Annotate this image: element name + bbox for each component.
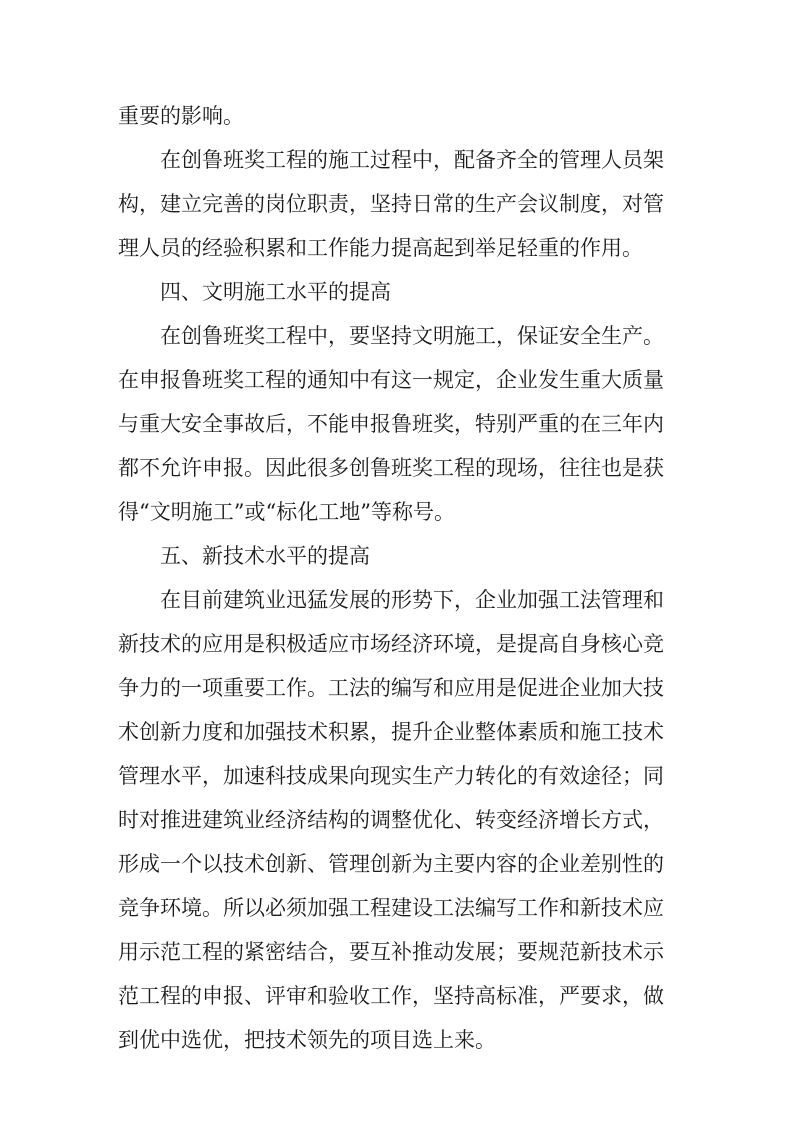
text-line: 得“文明施工”或“标化工地”等称号。 bbox=[118, 500, 455, 524]
text-line: 都不允许申报。因此很多创鲁班奖工程的现场，往往也是获 bbox=[118, 456, 664, 480]
text-line: 与重大安全事故后，不能申报鲁班奖，特别严重的在三年内 bbox=[118, 412, 664, 436]
text-line: 形成一个以技术创新、管理创新为主要内容的企业差别性的 bbox=[118, 852, 664, 876]
section-heading: 五、新技术水平的提高 bbox=[160, 544, 370, 568]
text-line: 在申报鲁班奖工程的通知中有这一规定，企业发生重大质量 bbox=[118, 368, 664, 392]
paragraph-first-line: 在创鲁班奖工程中，要坚持文明施工，保证安全生产。 bbox=[160, 324, 664, 348]
text-line: 术创新力度和加强技术积累，提升企业整体素质和施工技术 bbox=[118, 720, 664, 744]
text-line: 构，建立完善的岗位职责，坚持日常的生产会议制度，对管 bbox=[118, 192, 664, 216]
text-line: 范工程的申报、评审和验收工作，坚持高标准，严要求，做 bbox=[118, 984, 664, 1008]
text-line: 管理水平，加速科技成果向现实生产力转化的有效途径；同 bbox=[118, 764, 664, 788]
paragraph-first-line: 在目前建筑业迅猛发展的形势下，企业加强工法管理和 bbox=[160, 588, 664, 612]
text-line: 时对推进建筑业经济结构的调整优化、转变经济增长方式， bbox=[118, 808, 664, 832]
text-line: 竞争环境。所以必须加强工程建设工法编写工作和新技术应 bbox=[118, 896, 664, 920]
paragraph-first-line: 在创鲁班奖工程的施工过程中，配备齐全的管理人员架 bbox=[160, 148, 664, 172]
text-line: 新技术的应用是积极适应市场经济环境，是提高自身核心竞 bbox=[118, 632, 664, 656]
text-line: 理人员的经验积累和工作能力提高起到举足轻重的作用。 bbox=[118, 236, 643, 260]
text-line: 争力的一项重要工作。工法的编写和应用是促进企业加大技 bbox=[118, 676, 664, 700]
text-line: 到优中选优，把技术领先的项目选上来。 bbox=[118, 1028, 496, 1052]
section-heading: 四、文明施工水平的提高 bbox=[160, 280, 391, 304]
text-line: 用示范工程的紧密结合，要互补推动发展；要规范新技术示 bbox=[118, 940, 664, 964]
text-line: 重要的影响。 bbox=[118, 104, 244, 128]
